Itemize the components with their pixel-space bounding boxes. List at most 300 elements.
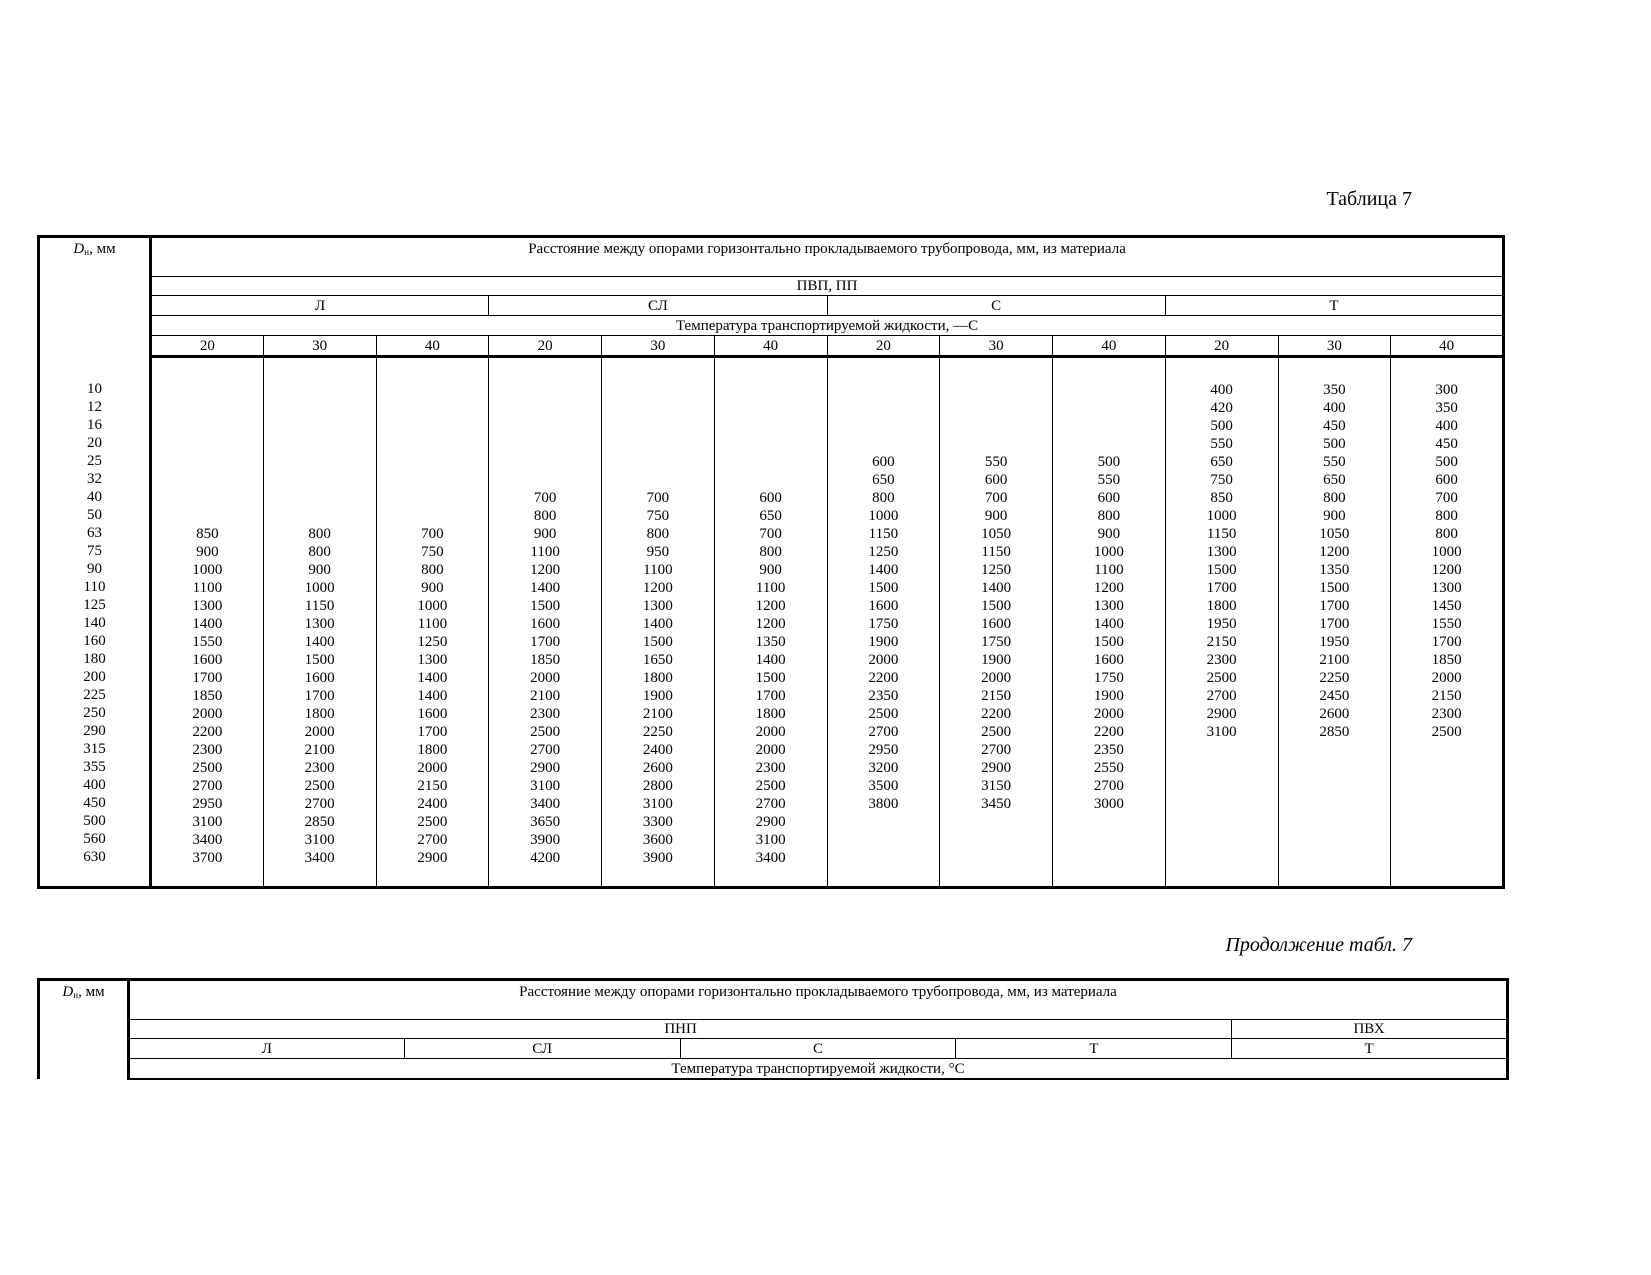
material-header-pvh: ПВХ: [1232, 1020, 1508, 1039]
table-cell: 400: [1210, 382, 1233, 398]
table-cell: 2150: [981, 688, 1012, 704]
table-cell: [1391, 741, 1502, 759]
table-cell: 2000: [981, 670, 1012, 686]
table-cell: [1391, 759, 1502, 777]
table-cell: 500: [1435, 454, 1458, 470]
table-cell: 3650: [530, 814, 561, 830]
data-column: [1278, 357, 1391, 888]
table-cell: 650: [872, 472, 895, 488]
table-cell: [602, 399, 714, 417]
table-cell: [1391, 849, 1502, 867]
table-cell: 3900: [530, 832, 561, 848]
table-cell: 2450: [1319, 688, 1350, 704]
table-cell: [489, 435, 601, 453]
table-cell: 1250: [868, 544, 899, 560]
table-cell: 1900: [1093, 688, 1124, 704]
diameter-value: 630: [83, 848, 106, 865]
table-cell: 2200: [868, 670, 899, 686]
table-caption: Таблица 7: [1326, 188, 1412, 210]
table-cell: [264, 453, 376, 471]
table-cell: 900: [308, 562, 331, 578]
table-cell: 3200: [868, 760, 899, 776]
table-cell: 800: [308, 526, 331, 542]
table-cell: [489, 453, 601, 471]
table-cell: 1200: [755, 598, 786, 614]
table-cell: [489, 471, 601, 489]
table-cell: 1850: [192, 688, 223, 704]
diameter-value: 40: [87, 488, 102, 505]
table-cell: [1166, 795, 1278, 813]
table-cell: 2300: [530, 706, 561, 722]
table-cell: 450: [1323, 418, 1346, 434]
table-cell: [152, 399, 263, 417]
temperature-value: 40: [714, 336, 827, 357]
table-cell: 2500: [417, 814, 448, 830]
table-cell: 3100: [642, 796, 673, 812]
group-header: Т: [956, 1039, 1232, 1059]
table-cell: [940, 813, 1052, 831]
table-cell: [152, 453, 263, 471]
table-cell: 1500: [530, 598, 561, 614]
group-header: Л: [129, 1039, 405, 1059]
table-cell: 800: [646, 526, 670, 542]
table-cell: 1700: [192, 670, 223, 686]
table-cell: 1150: [304, 598, 335, 614]
table-cell: 700: [984, 490, 1008, 506]
table-cell: 800: [1435, 526, 1458, 542]
table-cell: 3600: [642, 832, 673, 848]
table-cell: 1300: [1206, 544, 1237, 560]
table-cell: [828, 849, 940, 867]
table-cell: 1600: [304, 670, 335, 686]
table-title-header: Расстояние между опорами горизонтально прокладываемого трубопровода, мм, из материала: [151, 237, 1504, 277]
table-cell: [377, 417, 489, 435]
table-cell: 3150: [981, 778, 1012, 794]
table-cell: [715, 453, 827, 471]
table-cell: 500: [1210, 418, 1233, 434]
table-cell: [1391, 813, 1502, 831]
table-cell: [1053, 831, 1165, 849]
table-cell: 2900: [981, 760, 1012, 776]
table-cell: [602, 417, 714, 435]
table-cell: 2500: [868, 706, 899, 722]
temperature-header: Температура транспортируемой жидкости, °С: [129, 1059, 1508, 1080]
table-cell: 2900: [530, 760, 561, 776]
table-cell: 450: [1435, 436, 1458, 452]
table-cell: 1200: [1319, 544, 1350, 560]
table-cell: [1166, 831, 1278, 849]
table-cell: [377, 453, 489, 471]
table-cell: 1600: [192, 652, 223, 668]
table-cell: 1800: [417, 742, 448, 758]
table-cell: 1100: [417, 616, 448, 632]
table-cell: [152, 471, 263, 489]
table-cell: 2100: [304, 742, 335, 758]
table-cell: 800: [1097, 508, 1121, 524]
diameter-value: 16: [87, 416, 102, 433]
table-cell: [1053, 849, 1165, 867]
diameter-value: 125: [83, 596, 106, 613]
table-cell: 2600: [642, 760, 673, 776]
table-cell: [377, 435, 489, 453]
table-cell: 1300: [1431, 580, 1462, 596]
diameter-value: 200: [83, 668, 106, 685]
table-cell: 2000: [304, 724, 335, 740]
table-cell: 2350: [1093, 742, 1124, 758]
diameter-value: 110: [83, 578, 106, 595]
table-cell: 1050: [1319, 526, 1350, 542]
table-cell: 3500: [868, 778, 899, 794]
table-cell: [1053, 381, 1165, 399]
table-cell: 2700: [192, 778, 223, 794]
table-cell: 1400: [304, 634, 335, 650]
diameter-value: 90: [87, 560, 102, 577]
table-cell: [940, 831, 1052, 849]
table-cell: 2200: [981, 706, 1012, 722]
table-cell: 350: [1323, 382, 1346, 398]
table-cell: 2500: [304, 778, 335, 794]
table-cell: 2700: [981, 742, 1012, 758]
table-cell: [264, 435, 376, 453]
table-cell: 1100: [1094, 562, 1124, 578]
table-cell: 3450: [981, 796, 1012, 812]
group-header: Л: [151, 296, 489, 316]
table-cell: 900: [421, 580, 444, 596]
table-cell: [1166, 759, 1278, 777]
table-cell: 2250: [642, 724, 673, 740]
table-cell: [1279, 831, 1391, 849]
table-cell: 1400: [417, 688, 448, 704]
table-cell: 700: [533, 490, 557, 506]
group-header: СЛ: [489, 296, 827, 316]
table-cell: 1900: [981, 652, 1012, 668]
diameter-column: [39, 357, 151, 888]
table-cell: 1700: [1319, 598, 1350, 614]
table-cell: 2500: [1431, 724, 1462, 740]
table-cell: 500: [1323, 436, 1346, 452]
table-cell: 1100: [755, 580, 786, 596]
data-column: [714, 357, 827, 888]
table-cell: 420: [1210, 400, 1233, 416]
table-cell: 1700: [304, 688, 335, 704]
table-cell: 900: [1323, 508, 1346, 524]
table-cell: 1700: [1431, 634, 1462, 650]
table-cell: 1700: [1206, 580, 1237, 596]
table-cell: 550: [984, 454, 1008, 470]
table-cell: 1350: [755, 634, 786, 650]
diameter-header: $D_н$, мм: [39, 980, 129, 1080]
table-cell: 2850: [1319, 724, 1350, 740]
table-cell: 1700: [1319, 616, 1350, 632]
table-cell: 2500: [755, 778, 786, 794]
data-column: [940, 357, 1053, 888]
table-cell: 2000: [530, 670, 561, 686]
table-cell: [264, 399, 376, 417]
table-cell: [377, 489, 489, 507]
table-cell: 2950: [868, 742, 899, 758]
table-cell: [1391, 777, 1502, 795]
table-cell: 1500: [1319, 580, 1350, 596]
table-cell: 2550: [1093, 760, 1124, 776]
table-cell: 2400: [417, 796, 448, 812]
data-column: [1165, 357, 1278, 888]
table-cell: 600: [872, 454, 895, 470]
table-cell: 4200: [530, 850, 561, 866]
table-cell: 2200: [1093, 724, 1124, 740]
group-header: С: [680, 1039, 956, 1059]
table-cell: [152, 507, 263, 525]
table-cell: 2300: [755, 760, 786, 776]
table-cell: 650: [1323, 472, 1346, 488]
temperature-header: Температура транспортируемой жидкости, —С: [151, 316, 1504, 336]
table-cell: [152, 381, 263, 399]
table-cell: [377, 381, 489, 399]
table-cell: 1200: [642, 580, 673, 596]
table-cell: 2000: [1431, 670, 1462, 686]
table-cell: 400: [1435, 418, 1458, 434]
table-cell: 1000: [192, 562, 223, 578]
table-cell: 2300: [304, 760, 335, 776]
table-cell: 1050: [981, 526, 1012, 542]
table-cell: 2500: [530, 724, 561, 740]
table-cell: 3100: [755, 832, 786, 848]
support-spacing-table: [37, 235, 1505, 889]
table-cell: 1100: [192, 580, 223, 596]
diameter-value: 12: [87, 398, 102, 415]
table-cell: 1300: [1093, 598, 1124, 614]
temperature-value: 30: [940, 336, 1053, 357]
table-cell: 2000: [868, 652, 899, 668]
table-cell: 1200: [530, 562, 561, 578]
table-cell: 750: [646, 508, 670, 524]
group-header: Т: [1232, 1039, 1508, 1059]
table-cell: [1053, 399, 1165, 417]
table-cell: 3100: [192, 814, 223, 830]
table-cell: 850: [1210, 490, 1233, 506]
table-cell: 2100: [530, 688, 561, 704]
table-cell: [1166, 849, 1278, 867]
diameter-value: 25: [87, 452, 102, 469]
diameter-value: 500: [83, 812, 106, 829]
table-cell: 2700: [868, 724, 899, 740]
table-cell: [152, 435, 263, 453]
temperature-value: 30: [263, 336, 376, 357]
table-cell: 2800: [642, 778, 673, 794]
table-cell: 1500: [981, 598, 1012, 614]
table-cell: 500: [1097, 454, 1121, 470]
table-cell: 1300: [417, 652, 448, 668]
table-cell: 600: [1435, 472, 1458, 488]
diameter-value: 63: [87, 524, 102, 541]
table-cell: 1300: [642, 598, 673, 614]
table-cell: [602, 435, 714, 453]
table-cell: [602, 471, 714, 489]
temperature-value: 40: [1053, 336, 1166, 357]
table-cell: [828, 417, 940, 435]
table-cell: 700: [1435, 490, 1458, 506]
table-cell: [602, 381, 714, 399]
table-cell: [828, 381, 940, 399]
material-header: ПВП, ПП: [151, 277, 1504, 296]
table-cell: 1500: [868, 580, 899, 596]
table-cell: 1900: [868, 634, 899, 650]
table-cell: 2700: [755, 796, 786, 812]
table-cell: 2950: [192, 796, 223, 812]
table-cell: [940, 435, 1052, 453]
material-header-pnp: ПНП: [129, 1020, 1232, 1039]
table-cell: 1000: [1431, 544, 1462, 560]
table-cell: 1400: [642, 616, 673, 632]
table-cell: [828, 813, 940, 831]
table-cell: [264, 507, 376, 525]
table-cell: [940, 399, 1052, 417]
data-column: [827, 357, 940, 888]
table-cell: 750: [421, 544, 444, 560]
table-cell: 1500: [1093, 634, 1124, 650]
table-title-header: Расстояние между опорами горизонтально прокладываемого трубопровода, мм, из материала: [129, 980, 1508, 1020]
table-cell: [1053, 435, 1165, 453]
table-cell: 700: [759, 526, 782, 542]
table-cell: 1250: [417, 634, 448, 650]
table-cell: [377, 507, 489, 525]
table-cell: [1166, 741, 1278, 759]
table-cell: 2700: [1206, 688, 1237, 704]
table-cell: 1200: [1431, 562, 1462, 578]
table-cell: 800: [872, 490, 895, 506]
table-cell: 1400: [417, 670, 448, 686]
table-cell: 1400: [868, 562, 899, 578]
table-cell: 1550: [192, 634, 223, 650]
table-cell: 2100: [642, 706, 673, 722]
table-cell: 300: [1435, 382, 1458, 398]
table-cell: [715, 471, 827, 489]
table-cell: 1500: [642, 634, 673, 650]
table-cell: 3400: [304, 850, 335, 866]
table-cell: 1000: [417, 598, 448, 614]
diameter-value: 400: [83, 776, 106, 793]
table-cell: 1150: [1206, 526, 1237, 542]
table-cell: [1279, 849, 1391, 867]
table-cell: [264, 471, 376, 489]
table-cell: 1450: [1431, 598, 1462, 614]
table-cell: [264, 381, 376, 399]
diameter-value: 290: [83, 722, 106, 739]
table-cell: 3300: [642, 814, 673, 830]
table-cell: 800: [759, 544, 782, 560]
table-cell: 350: [1435, 400, 1458, 416]
table-cell: 1200: [1093, 580, 1124, 596]
table-cell: 1350: [1319, 562, 1350, 578]
table-cell: 1100: [643, 562, 673, 578]
table-cell: 3900: [642, 850, 673, 866]
data-column: [376, 357, 489, 888]
table-cell: 3800: [868, 796, 899, 812]
diameter-value: 250: [83, 704, 106, 721]
data-column: [489, 357, 602, 888]
table-cell: 1500: [1206, 562, 1237, 578]
diameter-value: 32: [87, 470, 102, 487]
diameter-value: 50: [87, 506, 102, 523]
table-cell: 650: [759, 508, 782, 524]
table-cell: 600: [1097, 490, 1121, 506]
table-cell: [940, 417, 1052, 435]
table-cell: 2500: [981, 724, 1012, 740]
table-cell: 2700: [304, 796, 335, 812]
table-cell: 1850: [1431, 652, 1462, 668]
table-cell: 650: [1210, 454, 1233, 470]
table-cell: 1800: [1206, 598, 1237, 614]
table-cell: 1850: [530, 652, 561, 668]
table-cell: 1400: [1093, 616, 1124, 632]
table-cell: 900: [759, 562, 782, 578]
table-cell: 550: [1323, 454, 1346, 470]
table-cell: 800: [1323, 490, 1346, 506]
table-cell: 2150: [1431, 688, 1462, 704]
diameter-value: 140: [83, 614, 106, 631]
table-cell: 3100: [1206, 724, 1237, 740]
table-cell: [152, 489, 263, 507]
temperature-value: 40: [376, 336, 489, 357]
table-cell: 1000: [868, 508, 899, 524]
table-cell: [1279, 759, 1391, 777]
table-cell: [940, 381, 1052, 399]
table-cell: 2150: [417, 778, 448, 794]
table-cell: [715, 435, 827, 453]
diameter-value: 20: [87, 434, 102, 451]
table-cell: 1900: [642, 688, 673, 704]
diameter-value: 75: [87, 542, 102, 559]
table-cell: 1400: [981, 580, 1012, 596]
temperature-value: 20: [827, 336, 940, 357]
table-cell: 1000: [1093, 544, 1124, 560]
temperature-value: 20: [489, 336, 602, 357]
table-cell: 2000: [755, 724, 786, 740]
group-header: С: [827, 296, 1165, 316]
diameter-value: 315: [83, 740, 106, 757]
table-cell: 1950: [1319, 634, 1350, 650]
table-cell: 1800: [304, 706, 335, 722]
table-cell: 1600: [417, 706, 448, 722]
diameter-value: 225: [83, 686, 106, 703]
data-column: [1053, 357, 1166, 888]
table-cell: [1053, 813, 1165, 831]
table-cell: 1700: [530, 634, 561, 650]
support-spacing-table-continued: [37, 978, 1509, 1080]
group-header: Т: [1165, 296, 1503, 316]
table-cell: 2900: [417, 850, 448, 866]
table-cell: [489, 417, 601, 435]
table-cell: [715, 417, 827, 435]
table-cell: 1300: [192, 598, 223, 614]
table-cell: [377, 399, 489, 417]
temperature-value: 40: [1391, 336, 1504, 357]
table-cell: 550: [1097, 472, 1121, 488]
table-cell: 1700: [417, 724, 448, 740]
table-cell: 400: [1323, 400, 1346, 416]
table-cell: 3100: [530, 778, 561, 794]
table-continuation-caption: Продолжение табл. 7: [1225, 934, 1412, 956]
table-cell: 1400: [755, 652, 786, 668]
diameter-value: 450: [83, 794, 106, 811]
table-cell: 1600: [981, 616, 1012, 632]
table-cell: [602, 453, 714, 471]
table-cell: 800: [308, 544, 331, 560]
diameter-value: 160: [83, 632, 106, 649]
diameter-value: 10: [87, 380, 102, 397]
diameter-value: 355: [83, 758, 106, 775]
table-cell: 3000: [1093, 796, 1124, 812]
table-cell: [940, 849, 1052, 867]
